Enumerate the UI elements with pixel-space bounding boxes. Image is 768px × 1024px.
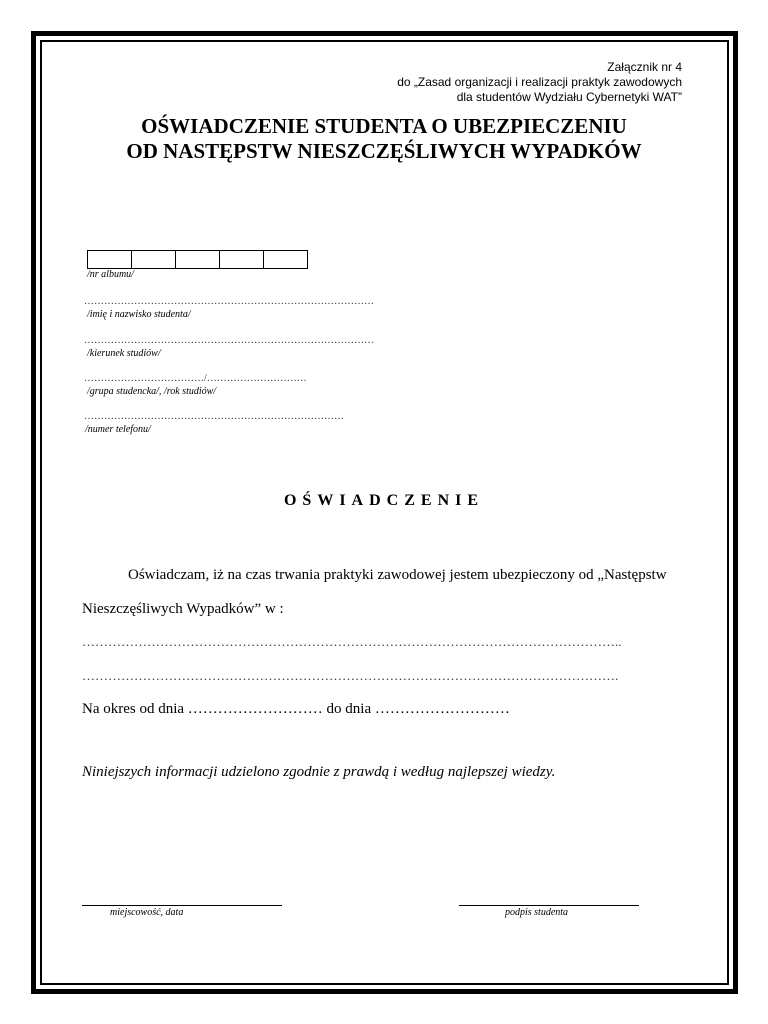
declaration-heading: OŚWIADCZENIE [283,492,485,509]
album-box[interactable] [220,251,264,268]
signature-label: podpis studenta [505,907,569,918]
name-label: /imię i nazwisko studenta/ [87,309,191,320]
album-box[interactable] [176,251,220,268]
name-field[interactable]: …………………………………………………………………………… [84,296,374,307]
title-line-2: OD NASTĘPSTW NIESZCZĘŚLIWYCH WYPADKÓW [126,139,642,163]
annex-line-2: do „Zasad organizacji i realizacji praktyk zawodowych [397,75,682,89]
annex-note [397,60,682,105]
annex-line-3: dla studentów Wydziału Cybernetyki WAT” [456,90,682,104]
album-box[interactable] [88,251,132,268]
title-line-1: OŚWIADCZENIE STUDENTA O UBEZPIECZENIU [141,114,627,138]
group-year-label: /grupa studencka/, /rok studiów/ [87,386,217,397]
course-field[interactable]: …………………………………………………………………………… [84,335,374,346]
album-label: /nr albumu/ [87,269,134,280]
course-label: /kierunek studiów/ [87,348,161,359]
insurer-field-line-1[interactable]: …………………………………………………………………………………………………………….. [82,634,622,649]
phone-field[interactable]: …………………………………………………………………… [84,411,344,422]
student-signature-line[interactable] [459,905,639,906]
annex-line-1: Załącznik nr 4 [607,60,682,74]
album-number-boxes[interactable] [87,250,308,269]
insurer-field-line-2[interactable]: ……………………………………………………………………………………………………………. [82,668,619,683]
inner-border [40,40,729,985]
phone-label: /numer telefonu/ [85,424,151,435]
place-date-label: miejscowość, data [110,907,184,918]
group-year-field[interactable]: ………………………………/………………………… [84,373,307,384]
declaration-sentence-1: Oświadczam, iż na czas trwania praktyki zawodowej jestem ubezpieczony od „Następstw [128,567,667,583]
place-date-signature-line[interactable] [82,905,282,906]
truthfulness-statement: Niniejszych informacji udzielono zgodnie z prawdą i według najlepszej wiedzy. [82,764,556,780]
album-box[interactable] [264,251,307,268]
document-title [0,114,768,164]
album-box[interactable] [132,251,176,268]
declaration-sentence-2: Nieszczęśliwych Wypadków” w : [82,601,284,617]
period-field[interactable]: Na okres od dnia ……………………… do dnia ……………………… [82,701,510,717]
